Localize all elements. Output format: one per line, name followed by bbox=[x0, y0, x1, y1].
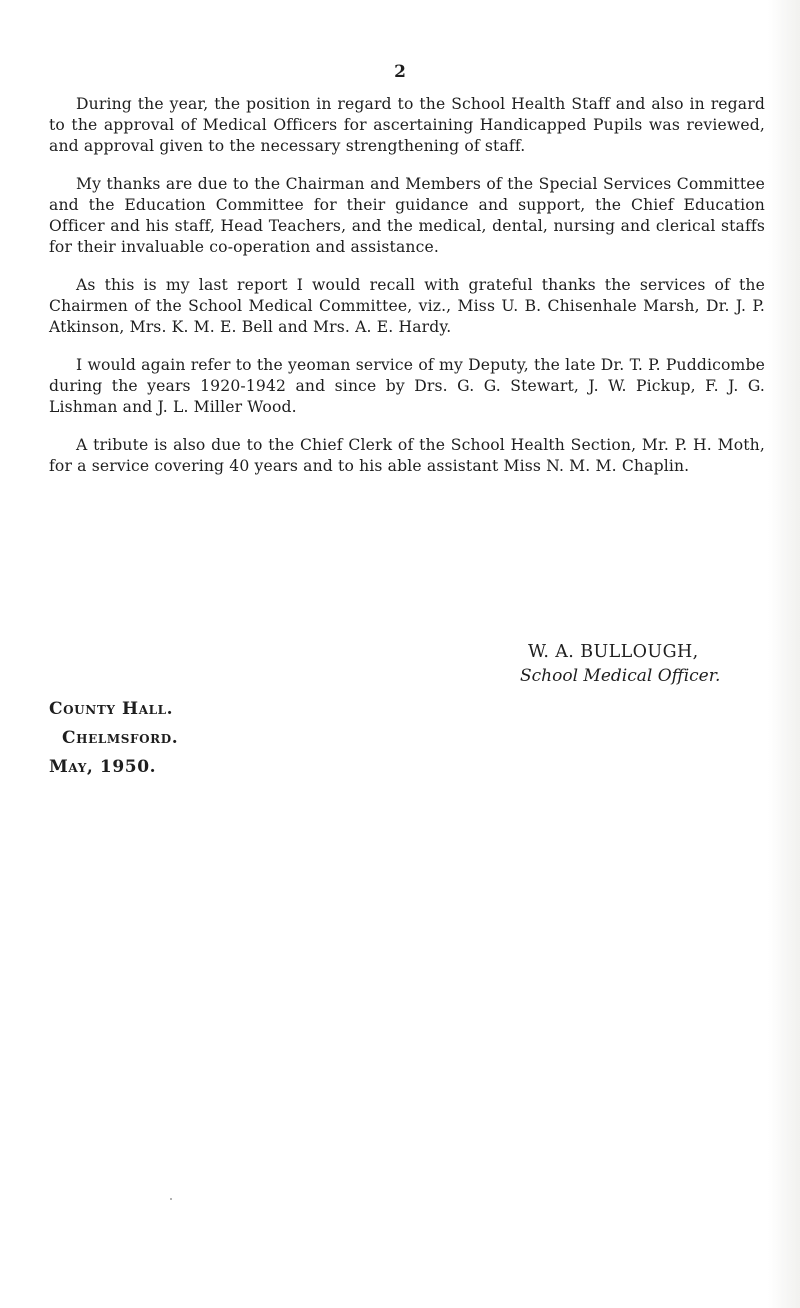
paragraph-chief-clerk: A tribute is also due to the Chief Clerk of the School Health Section, Mr. P. H. Moth, for a service covering 40 years and to his able assistant Miss N. M. M. Chaplin. bbox=[49, 436, 765, 475]
address-block bbox=[49, 695, 178, 782]
report-date: May, 1950. bbox=[49, 757, 157, 777]
paragraph-staff-review: During the year, the position in regard to the School Health Staff and also in regard to the approval of Medical Officers for ascertaining Handicapped Pupils was reviewed, and approval given to the necessary strengthening of staff. bbox=[49, 95, 765, 155]
signature-block bbox=[520, 640, 780, 688]
address-line-county-hall: County Hall. bbox=[49, 699, 174, 719]
report-body bbox=[49, 94, 765, 494]
page-number: 2 bbox=[394, 62, 406, 82]
signatory-title: School Medical Officer. bbox=[520, 666, 721, 686]
paragraph-chairmen: As this is my last report I would recall with grateful thanks the services of the Chairmen of the School Medical Committee, viz., Miss U. B. Chisenhale Marsh, Dr. J. P. Atkinson, Mrs. K. M. E. Bell and Mrs. A. E. Hardy. bbox=[49, 276, 765, 336]
signatory-name: W. A. BULLOUGH, bbox=[528, 642, 699, 662]
paragraph-deputy: I would again refer to the yeoman service of my Deputy, the late Dr. T. P. Puddicombe during the years 1920-1942 and since by Drs. G. G. Stewart, J. W. Pickup, F. J. G. Lishman and J. L. Miller Wood. bbox=[49, 356, 765, 416]
paper-speck bbox=[170, 1198, 172, 1200]
address-line-chelmsford: Chelmsford. bbox=[62, 728, 179, 748]
paragraph-thanks: My thanks are due to the Chairman and Members of the Special Services Committee and the Education Committee for their guidance and support, the Chief Education Officer and his staff, Head Teachers, and the medical, dental, nursing and clerical staffs for their invaluable co-operation and assistance. bbox=[49, 175, 765, 256]
